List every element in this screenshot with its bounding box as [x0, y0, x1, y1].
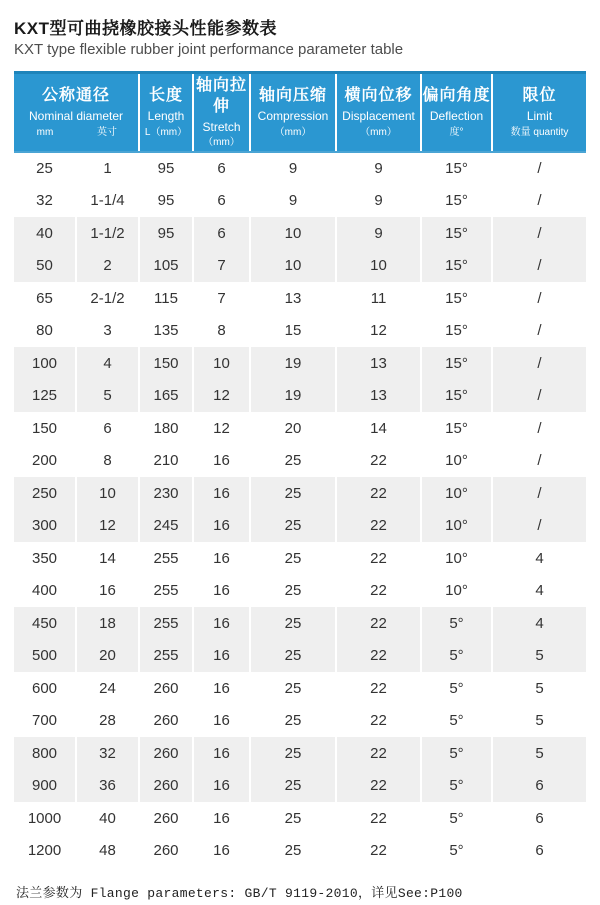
table-cell: 25	[250, 444, 336, 477]
length-label-zh: 长度	[149, 87, 184, 105]
table-cell: /	[492, 444, 586, 477]
table-row	[14, 314, 586, 347]
table-cell: 100	[14, 347, 76, 380]
table-cell: 150	[14, 412, 76, 445]
table-cell: 125	[14, 379, 76, 412]
col-header-compression	[250, 73, 336, 152]
table-cell: 50	[14, 249, 76, 282]
table-cell: 22	[336, 834, 421, 867]
limit-label-zh: 限位	[522, 87, 557, 105]
table-cell: 260	[139, 672, 193, 705]
table-cell: 10°	[421, 574, 492, 607]
table-row	[14, 542, 586, 575]
table-cell: 150	[139, 347, 193, 380]
table-cell: 18	[76, 607, 139, 640]
table-cell: /	[492, 412, 586, 445]
header-row	[14, 73, 586, 152]
table-cell: 5°	[421, 672, 492, 705]
limit-label-en: Limit	[526, 109, 553, 124]
table-cell: 10	[250, 217, 336, 250]
table-row	[14, 477, 586, 510]
table-cell: 15°	[421, 249, 492, 282]
unit-mm-label: mm	[36, 126, 54, 138]
table-cell: 16	[193, 607, 250, 640]
table-cell: 255	[139, 607, 193, 640]
table-cell: 16	[193, 542, 250, 575]
table-cell: 11	[336, 282, 421, 315]
table-row	[14, 184, 586, 217]
table-cell: 16	[193, 802, 250, 835]
table-cell: 105	[139, 249, 193, 282]
table-cell: 15°	[421, 152, 492, 185]
table-cell: 5	[492, 704, 586, 737]
limit-unit-label: 数量 quantity	[510, 126, 569, 138]
table-cell: 2	[76, 249, 139, 282]
table-cell: 1-1/4	[76, 184, 139, 217]
table-cell: 15	[250, 314, 336, 347]
table-row	[14, 249, 586, 282]
table-row	[14, 379, 586, 412]
table-cell: 15°	[421, 314, 492, 347]
table-cell: 800	[14, 737, 76, 770]
table-cell: 260	[139, 802, 193, 835]
table-cell: 14	[76, 542, 139, 575]
table-cell: 135	[139, 314, 193, 347]
table-cell: 230	[139, 477, 193, 510]
table-cell: 8	[76, 444, 139, 477]
table-cell: 16	[76, 574, 139, 607]
table-row	[14, 282, 586, 315]
table-cell: 2-1/2	[76, 282, 139, 315]
compression-label-en: Compression	[257, 109, 329, 124]
table-cell: 16	[193, 737, 250, 770]
table-cell: 25	[250, 542, 336, 575]
stretch-unit-label: （mm）	[203, 136, 240, 148]
page-title-zh: KXT型可曲挠橡胶接头性能参数表	[14, 19, 277, 38]
table-cell: 25	[250, 639, 336, 672]
table-cell: 700	[14, 704, 76, 737]
table-cell: 300	[14, 509, 76, 542]
table-cell: 5°	[421, 769, 492, 802]
table-cell: 10°	[421, 542, 492, 575]
displacement-label-en: Displacement	[342, 109, 415, 124]
table-cell: 22	[336, 737, 421, 770]
table-cell: 36	[76, 769, 139, 802]
table-cell: 24	[76, 672, 139, 705]
table-cell: 10°	[421, 444, 492, 477]
table-cell: 165	[139, 379, 193, 412]
table-row	[14, 834, 586, 867]
table-cell: 245	[139, 509, 193, 542]
table-cell: 22	[336, 769, 421, 802]
table-cell: 10	[336, 249, 421, 282]
table-cell: 900	[14, 769, 76, 802]
deflection-label-en: Deflection	[429, 109, 484, 124]
nominal-diameter-label-en: Nominal diameter	[28, 109, 124, 124]
table-row	[14, 704, 586, 737]
table-cell: 15°	[421, 282, 492, 315]
table-cell: 260	[139, 834, 193, 867]
table-cell: /	[492, 379, 586, 412]
table-cell: 16	[193, 444, 250, 477]
table-cell: 255	[139, 542, 193, 575]
table-cell: 1	[76, 152, 139, 185]
table-cell: 260	[139, 737, 193, 770]
table-cell: /	[492, 152, 586, 185]
table-cell: 22	[336, 672, 421, 705]
table-cell: /	[492, 184, 586, 217]
table-cell: 19	[250, 347, 336, 380]
table-cell: 6	[492, 834, 586, 867]
table-cell: 32	[14, 184, 76, 217]
table-cell: /	[492, 477, 586, 510]
table-cell: 16	[193, 672, 250, 705]
displacement-label-zh: 横向位移	[344, 87, 413, 105]
table-cell: 22	[336, 509, 421, 542]
table-cell: 400	[14, 574, 76, 607]
table-row	[14, 217, 586, 250]
table-cell: 250	[14, 477, 76, 510]
table-cell: 95	[139, 152, 193, 185]
compression-unit-label: （mm）	[274, 126, 312, 138]
table-cell: 5°	[421, 639, 492, 672]
table-cell: 260	[139, 769, 193, 802]
table-cell: 4	[492, 574, 586, 607]
table-cell: 12	[336, 314, 421, 347]
table-cell: 13	[336, 347, 421, 380]
table-cell: 115	[139, 282, 193, 315]
table-cell: 25	[250, 574, 336, 607]
table-cell: 450	[14, 607, 76, 640]
table-cell: 25	[14, 152, 76, 185]
table-cell: 12	[193, 379, 250, 412]
table-cell: 10°	[421, 509, 492, 542]
table-cell: 10°	[421, 477, 492, 510]
table-cell: 9	[250, 184, 336, 217]
col-header-displacement	[336, 73, 421, 152]
table-cell: 600	[14, 672, 76, 705]
table-cell: 210	[139, 444, 193, 477]
table-row	[14, 509, 586, 542]
table-cell: 80	[14, 314, 76, 347]
col-header-nominal-diameter	[14, 73, 139, 152]
title-block	[0, 0, 600, 60]
table-cell: 255	[139, 574, 193, 607]
table-cell: 16	[193, 509, 250, 542]
table-cell: 13	[250, 282, 336, 315]
table-cell: 500	[14, 639, 76, 672]
table-cell: /	[492, 314, 586, 347]
table-cell: 200	[14, 444, 76, 477]
table-cell: 3	[76, 314, 139, 347]
table-cell: 40	[14, 217, 76, 250]
table-cell: 95	[139, 217, 193, 250]
table-cell: 4	[492, 542, 586, 575]
table-cell: 260	[139, 704, 193, 737]
table-cell: 5	[76, 379, 139, 412]
table-cell: /	[492, 347, 586, 380]
table-cell: 95	[139, 184, 193, 217]
table-cell: 22	[336, 802, 421, 835]
table-cell: 25	[250, 607, 336, 640]
table-row	[14, 737, 586, 770]
table-cell: 12	[193, 412, 250, 445]
table-cell: 6	[193, 184, 250, 217]
table-cell: 5°	[421, 802, 492, 835]
table-row	[14, 769, 586, 802]
table-cell: 32	[76, 737, 139, 770]
table-cell: 40	[76, 802, 139, 835]
table-cell: 5°	[421, 607, 492, 640]
table-cell: 25	[250, 834, 336, 867]
table-cell: 15°	[421, 217, 492, 250]
table-cell: 22	[336, 542, 421, 575]
table-cell: 15°	[421, 184, 492, 217]
table-header	[14, 73, 586, 152]
table-cell: 14	[336, 412, 421, 445]
table-cell: 180	[139, 412, 193, 445]
table-cell: 15°	[421, 379, 492, 412]
table-cell: 16	[193, 639, 250, 672]
table-cell: 25	[250, 769, 336, 802]
table-cell: 10	[193, 347, 250, 380]
col-header-stretch	[193, 73, 250, 152]
deflection-label-zh: 偏向角度	[422, 87, 491, 105]
table-row	[14, 672, 586, 705]
table-cell: 1-1/2	[76, 217, 139, 250]
table-cell: 7	[193, 282, 250, 315]
table-cell: 25	[250, 737, 336, 770]
footer-note: 法兰参数为 Flange parameters: GB/T 9119-2010，详见See:P100	[16, 885, 463, 901]
nominal-diameter-units	[14, 127, 138, 139]
table-cell: 22	[336, 704, 421, 737]
table-body	[14, 152, 586, 867]
table-cell: 5°	[421, 704, 492, 737]
table-cell: 6	[193, 217, 250, 250]
table-cell: 6	[193, 152, 250, 185]
table-cell: /	[492, 249, 586, 282]
table-cell: 16	[193, 769, 250, 802]
parameter-table	[14, 71, 586, 867]
table-cell: 5	[492, 639, 586, 672]
table-cell: 10	[76, 477, 139, 510]
stretch-label-zh: 轴向拉伸	[196, 77, 248, 115]
table-cell: 6	[76, 412, 139, 445]
table-cell: 22	[336, 607, 421, 640]
table-cell: 25	[250, 477, 336, 510]
table-row	[14, 574, 586, 607]
table-row	[14, 347, 586, 380]
displacement-unit-label: （mm）	[360, 126, 397, 138]
table-cell: 12	[76, 509, 139, 542]
table-cell: 22	[336, 477, 421, 510]
table-cell: 6	[492, 802, 586, 835]
table-cell: 5°	[421, 834, 492, 867]
table-cell: 7	[193, 249, 250, 282]
table-cell: 20	[76, 639, 139, 672]
table-cell: 350	[14, 542, 76, 575]
col-header-deflection	[421, 73, 492, 152]
col-header-limit	[492, 73, 586, 152]
table-cell: 22	[336, 444, 421, 477]
table-cell: 25	[250, 509, 336, 542]
table-cell: 10	[250, 249, 336, 282]
table-cell: 16	[193, 704, 250, 737]
stretch-label-en: Stretch	[202, 119, 241, 134]
table-cell: 16	[193, 834, 250, 867]
col-header-length	[139, 73, 193, 152]
table-cell: 9	[336, 217, 421, 250]
table-cell: 255	[139, 639, 193, 672]
table-cell: 5	[492, 737, 586, 770]
table-row	[14, 802, 586, 835]
table-cell: 22	[336, 574, 421, 607]
table-cell: 13	[336, 379, 421, 412]
page-title-en: KXT type flexible rubber joint performance parameter table	[14, 41, 404, 59]
table-row	[14, 607, 586, 640]
unit-inch-label: 英寸	[97, 126, 118, 138]
table-cell: 1200	[14, 834, 76, 867]
table-cell: /	[492, 217, 586, 250]
table-row	[14, 412, 586, 445]
table-row	[14, 152, 586, 185]
table-cell: 15°	[421, 347, 492, 380]
table-row	[14, 444, 586, 477]
table-cell: 19	[250, 379, 336, 412]
length-label-en: Length	[147, 109, 185, 124]
table-cell: /	[492, 509, 586, 542]
table-cell: 28	[76, 704, 139, 737]
table-cell: 15°	[421, 412, 492, 445]
table-cell: 48	[76, 834, 139, 867]
table-cell: 5°	[421, 737, 492, 770]
table-cell: 4	[492, 607, 586, 640]
table-cell: 20	[250, 412, 336, 445]
table-cell: 1000	[14, 802, 76, 835]
table-cell: 9	[336, 184, 421, 217]
deflection-unit-label: 度°	[449, 126, 464, 138]
table-cell: /	[492, 282, 586, 315]
table-cell: 8	[193, 314, 250, 347]
table-cell: 22	[336, 639, 421, 672]
table-cell: 9	[250, 152, 336, 185]
table-row	[14, 639, 586, 672]
table-cell: 25	[250, 672, 336, 705]
table-cell: 5	[492, 672, 586, 705]
compression-label-zh: 轴向压缩	[259, 87, 328, 105]
table-cell: 16	[193, 477, 250, 510]
length-unit-label: L（mm）	[144, 126, 188, 138]
table-cell: 65	[14, 282, 76, 315]
table-cell: 16	[193, 574, 250, 607]
table-cell: 25	[250, 704, 336, 737]
table-cell: 25	[250, 802, 336, 835]
table-cell: 6	[492, 769, 586, 802]
table-cell: 9	[336, 152, 421, 185]
table-cell: 4	[76, 347, 139, 380]
nominal-diameter-label-zh: 公称通径	[42, 87, 111, 105]
